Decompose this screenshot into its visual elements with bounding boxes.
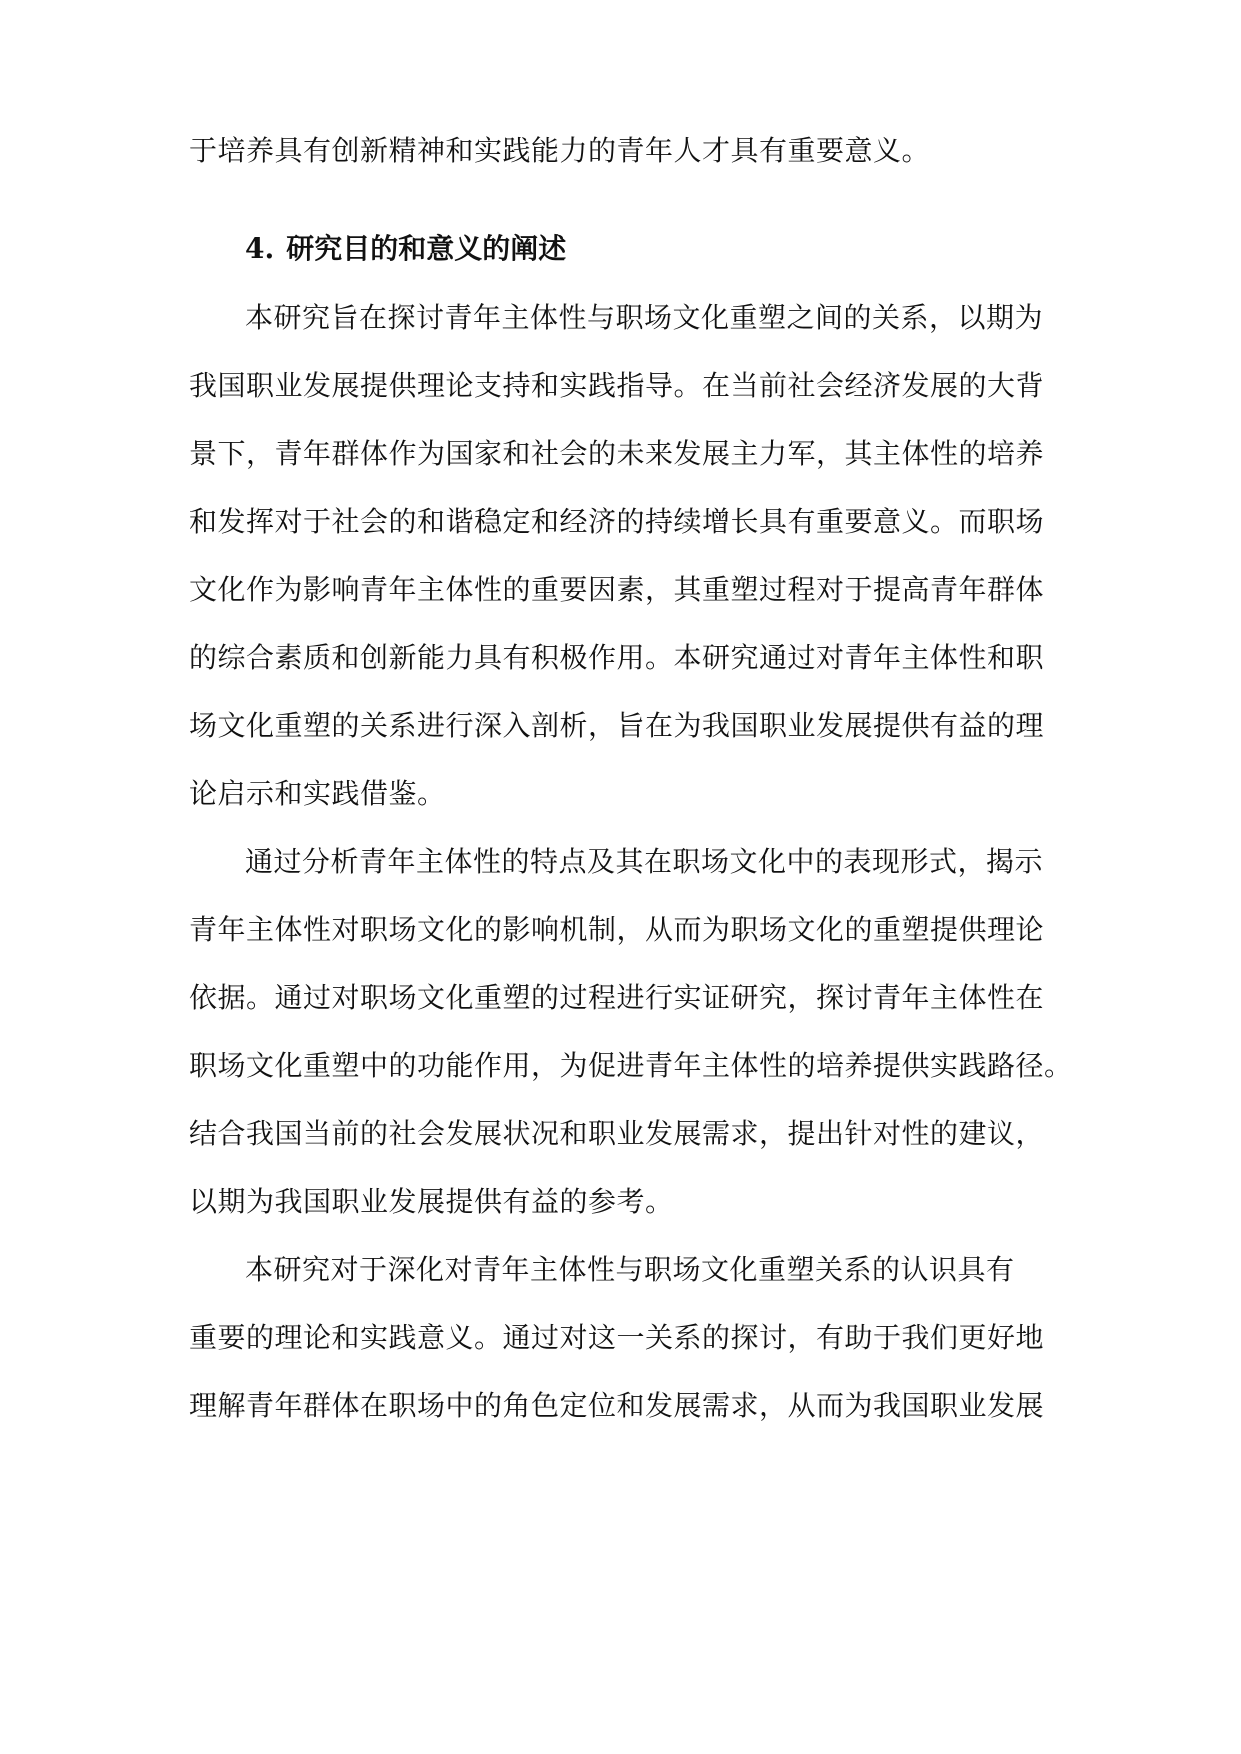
paragraph-line: 论启示和实践借鉴。 — [189, 777, 446, 810]
paragraph-line: 职场文化重塑中的功能作用，为促进青年主体性的培养提供实践路径。 — [189, 1049, 1073, 1082]
paragraph-line: 结合我国当前的社会发展状况和职业发展需求，提出针对性的建议， — [189, 1117, 1045, 1150]
paragraph-line: 文化作为影响青年主体性的重要因素，其重塑过程对于提高青年群体 — [189, 573, 1045, 606]
paragraph-line: 通过分析青年主体性的特点及其在职场文化中的表现形式，揭示 — [245, 845, 1044, 878]
continuation-line: 于培养具有创新精神和实践能力的青年人才具有重要意义。 — [189, 134, 931, 167]
paragraph-line: 本研究旨在探讨青年主体性与职场文化重塑之间的关系，以期为 — [245, 301, 1044, 334]
paragraph-line: 景下，青年群体作为国家和社会的未来发展主力军，其主体性的培养 — [189, 437, 1045, 470]
paragraph-line: 我国职业发展提供理论支持和实践指导。在当前社会经济发展的大背 — [189, 369, 1045, 402]
paragraph-line: 场文化重塑的关系进行深入剖析，旨在为我国职业发展提供有益的理 — [189, 709, 1045, 742]
section-title: 研究目的和意义的阐述 — [286, 232, 567, 265]
paragraph-line: 的综合素质和创新能力具有积极作用。本研究通过对青年主体性和职 — [189, 641, 1045, 674]
paragraph-line: 依据。通过对职场文化重塑的过程进行实证研究，探讨青年主体性在 — [189, 981, 1045, 1014]
section-heading — [245, 229, 566, 269]
paragraph-line: 理解青年群体在职场中的角色定位和发展需求，从而为我国职业发展 — [189, 1389, 1045, 1422]
paragraph-line: 重要的理论和实践意义。通过对这一关系的探讨，有助于我们更好地 — [189, 1321, 1045, 1354]
paragraph-line: 以期为我国职业发展提供有益的参考。 — [189, 1185, 674, 1218]
paragraph-line: 和发挥对于社会的和谐稳定和经济的持续增长具有重要意义。而职场 — [189, 505, 1045, 538]
paragraph-line: 本研究对于深化对青年主体性与职场文化重塑关系的认识具有 — [245, 1253, 1015, 1286]
section-number: 4. — [245, 232, 275, 265]
paragraph-line: 青年主体性对职场文化的影响机制，从而为职场文化的重塑提供理论 — [189, 913, 1045, 946]
